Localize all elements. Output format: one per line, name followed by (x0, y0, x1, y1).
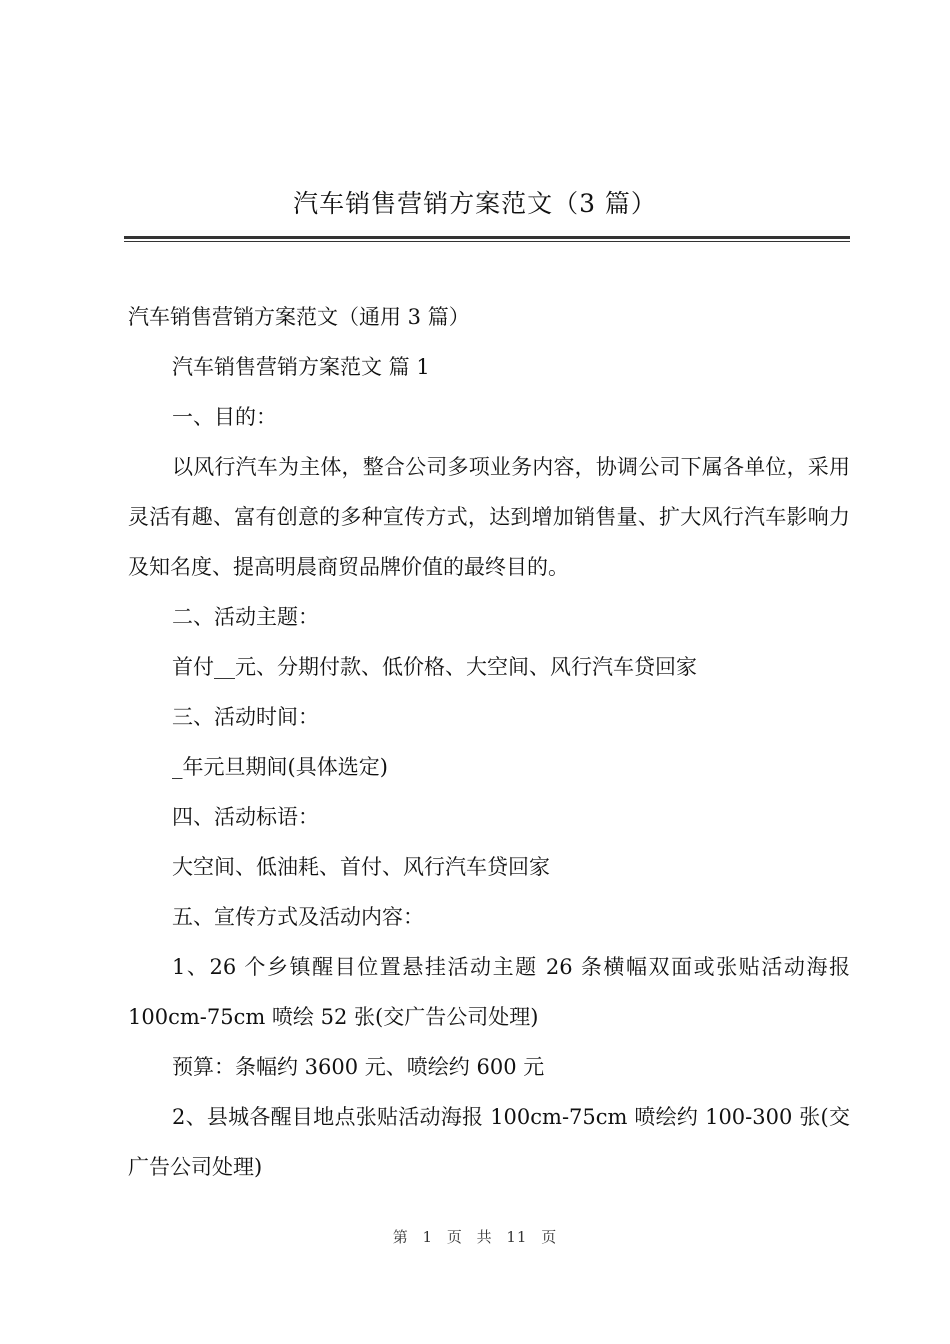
subtitle: 汽车销售营销方案范文（通用 3 篇） (128, 305, 470, 329)
paragraph-time: _年元旦期间(具体选定) (172, 755, 388, 779)
section-heading: 汽车销售营销方案范文 篇 1 (172, 355, 430, 379)
paragraph-theme: 首付__元、分期付款、低价格、大空间、风行汽车贷回家 (172, 655, 697, 679)
heading-slogan: 四、活动标语： (172, 805, 319, 829)
document-title: 汽车销售营销方案范文（3 篇） (293, 189, 657, 218)
heading-theme: 二、活动主题： (172, 605, 319, 629)
page-footer: 第 1 页 共 11 页 (392, 1228, 558, 1246)
paragraph-slogan: 大空间、低油耗、首付、风行汽车贷回家 (172, 855, 550, 879)
paragraph-item-2: 2、县城各醒目地点张贴活动海报 100cm-75cm 喷绘约 100-300 张(交广告公司处理) (128, 1105, 850, 1179)
heading-promotion: 五、宣传方式及活动内容： (172, 905, 424, 929)
paragraph-budget: 预算：条幅约 3600 元、喷绘约 600 元 (172, 1055, 545, 1079)
heading-time: 三、活动时间： (172, 705, 319, 729)
paragraph-purpose: 以风行汽车为主体，整合公司多项业务内容，协调公司下属各单位，采用灵活有趣、富有创意的多种宣传方式，达到增加销售量、扩大风行汽车影响力及知名度、提高明晨商贸品牌价值的最终目的。 (128, 455, 850, 579)
document-body (128, 292, 850, 1192)
paragraph-item-1: 1、26 个乡镇醒目位置悬挂活动主题 26 条横幅双面或张贴活动海报 100cm-75cm 喷绘 52 张(交广告公司处理) (128, 955, 850, 1029)
title-divider (124, 236, 850, 242)
heading-purpose: 一、目的： (172, 405, 277, 429)
